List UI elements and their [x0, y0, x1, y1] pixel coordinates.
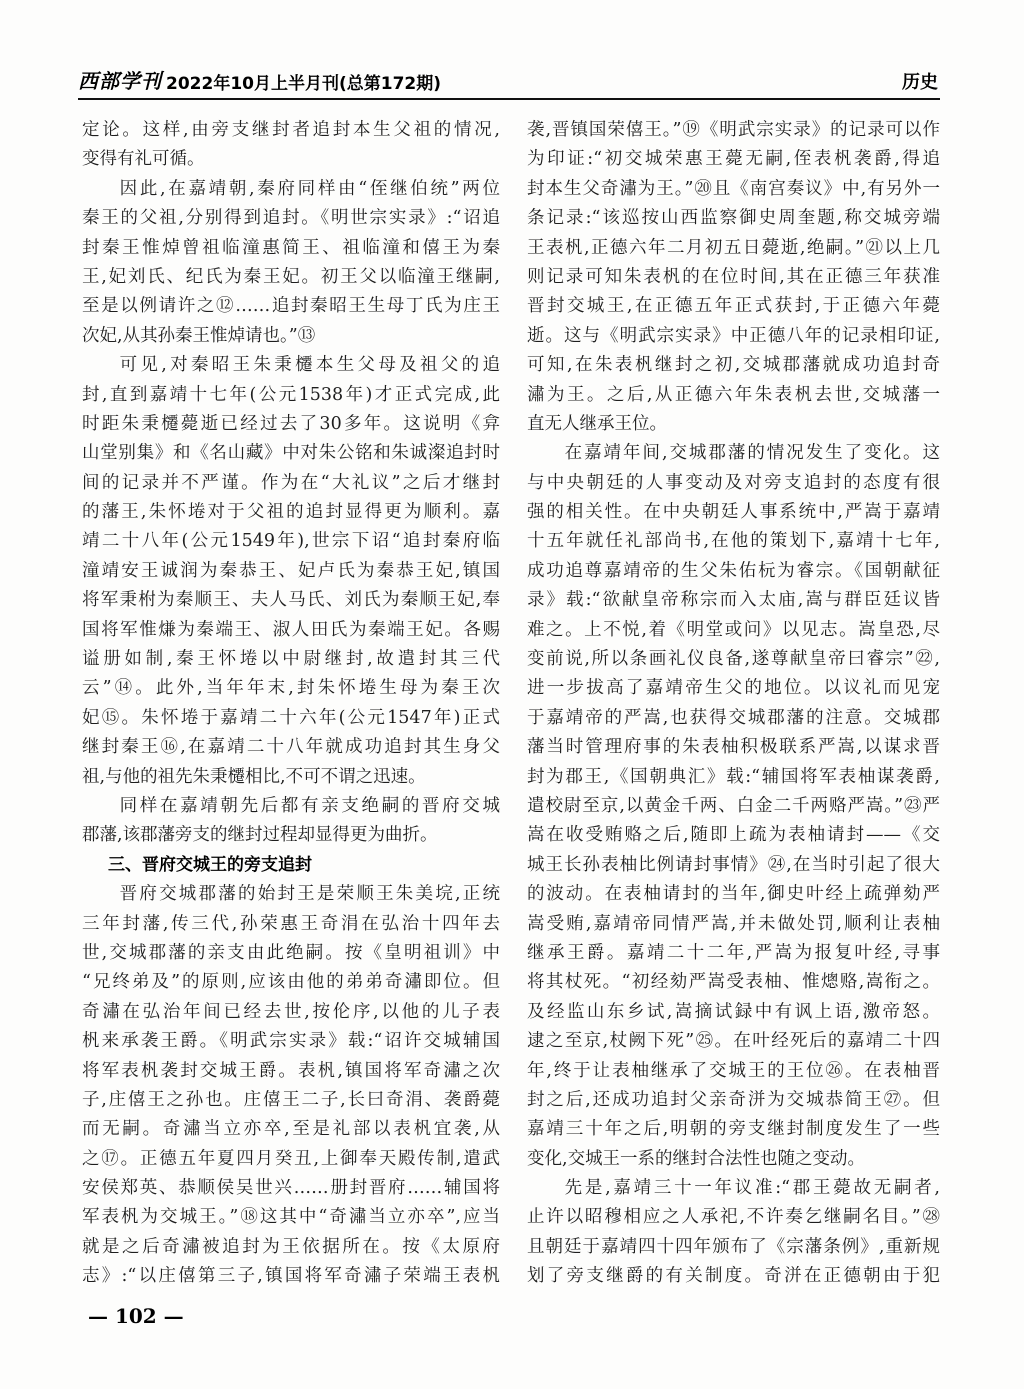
- right-text-column: [527, 116, 940, 1292]
- issue-info: 2022年10月上半月刊(总第172期): [166, 74, 441, 94]
- text-line: 遣校尉至京,以黄金千两、白金二千两赂严嵩。”㉓严: [527, 795, 940, 816]
- text-line: 郡藩,该郡藩旁支的继封过程却显得更为曲折。: [82, 825, 438, 846]
- paragraph: [82, 351, 500, 792]
- text-line: “兄终弟及”的原则,应该由他的弟弟奇潚即位。但: [82, 972, 500, 993]
- running-header: [78, 66, 940, 100]
- text-line: 国将军惟熑为秦端王、淑人田氏为秦端王妃。各赐: [82, 619, 500, 640]
- paragraph: [82, 792, 500, 851]
- text-line: 年,终于让表柚继承了交城王的王位㉖。在表柚晋: [527, 1060, 940, 1081]
- text-line: 继承王爵。嘉靖二十二年,严嵩为报复叶经,寻事: [527, 942, 940, 963]
- text-line: 为印证:“初交城荣惠王薨无嗣,侄表杋袭爵,得追: [527, 149, 940, 170]
- paragraph: [527, 116, 940, 439]
- text-line: 晋封交城王,在正德五年正式获封,于正德六年薨: [527, 296, 940, 317]
- paragraph: [527, 439, 940, 1174]
- text-line: 祖,与他的祖先朱秉櫏相比,不可不谓之迅速。: [82, 766, 426, 787]
- text-line: 的藩王,朱怀埢对于父祖的追封显得更为顺利。嘉: [82, 502, 500, 523]
- text-line: 同样在嘉靖朝先后都有亲支绝嗣的晋府交城: [119, 795, 500, 816]
- text-line: 藩当时管理府事的朱表柚积极联系严嵩,以谋求晋: [527, 737, 940, 758]
- text-line: 定论。这样,由旁支继封者追封本生父祖的情况,: [82, 120, 500, 140]
- text-line: 城王长孙表柚比例请封事情》㉔,在当时引起了很大: [527, 854, 940, 875]
- text-line: 且朝廷于嘉靖四十四年颁布了《宗藩条例》,重新规: [527, 1236, 940, 1257]
- text-line: 至是以例请许之⑫……追封秦昭王生母丁氏为庄王: [82, 296, 500, 317]
- section-name: 历史: [902, 72, 938, 93]
- paragraph: [82, 880, 500, 1291]
- text-line: 封,直到嘉靖十七年(公元1538年)才正式完成,此: [82, 384, 500, 405]
- text-line: 王表杋,正德六年二月初五日薨逝,绝嗣。”㉑以上几: [527, 237, 940, 258]
- section-heading: 三、晋府交城王的旁支追封: [108, 854, 312, 875]
- text-line: 将其杖死。“初经劾严嵩受表柚、惟熜赂,嵩衔之。: [527, 972, 940, 993]
- text-line: 与中央朝廷的人事变动及对旁支追封的态度有很: [527, 472, 940, 493]
- text-line: 条记录:“该巡按山西监察御史周奎题,称交城旁端: [527, 208, 940, 229]
- text-line: 子,庄僖王之孙也。庄僖王二子,长曰奇涓、袭爵薨: [82, 1089, 500, 1110]
- text-line: 潼靖安王诚润为秦恭王、妃卢氏为秦恭王妃,镇国: [82, 560, 500, 581]
- text-line: 逮之至京,杖阙下死”㉕。在叶经死后的嘉靖二十四: [527, 1031, 940, 1052]
- text-line: 封之后,还成功追封父亲奇洴为交城恭简王㉗。但: [527, 1089, 940, 1110]
- text-line: 潚为王。之后,从正德六年朱表杋去世,交城藩一: [527, 384, 940, 405]
- text-line: 就是之后奇潚被追封为王依据所在。按《太原府: [82, 1236, 500, 1257]
- text-line: 间的记录并不严谨。作为在“大礼议”之后才继封: [82, 472, 500, 493]
- text-line: 成功追尊嘉靖帝的生父朱佑杬为睿宗。《国朝献征: [527, 560, 940, 581]
- text-line: 靖二十八年(公元1549年),世宗下诏“追封秦府临: [82, 531, 500, 552]
- text-line: 及经监山东乡试,嵩摘试録中有讽上语,激帝怒。: [527, 1001, 940, 1022]
- left-text-column: [82, 116, 500, 1292]
- text-line: 次妃,从其孙秦王惟焯请也。”⑬: [82, 325, 316, 346]
- text-line: 奇潚在弘治年间已经去世,按伦序,以他的儿子表: [82, 1001, 500, 1022]
- text-line: 安侯郑英、恭顺侯吴世兴……册封晋府……辅国将: [82, 1178, 500, 1199]
- paragraph: [82, 175, 500, 351]
- text-line: 在嘉靖年间,交城郡藩的情况发生了变化。这: [564, 443, 940, 464]
- text-line: 封本生父奇潚为王。”⑳且《南宫奏议》中,有另外一: [527, 178, 940, 199]
- text-line: 军表杋为交城王。”⑱这其中“奇潚当立亦卒”,应当: [82, 1207, 500, 1228]
- text-line: 袭,晋镇国荣僖王。”⑲《明武宗实录》的记录可以作: [527, 120, 940, 140]
- text-line: 山堂别集》和《名山藏》中对朱公铭和朱诚澯追封时: [82, 443, 500, 464]
- paragraph: [527, 1174, 940, 1292]
- text-line: 的波动。在表柚请封的当年,御史叶经上疏弹劾严: [527, 884, 940, 905]
- text-line: 难之。上不悦,着《明堂或问》以见志。嵩皇恐,尽: [527, 619, 940, 640]
- text-line: 变化,交城王一系的继封合法性也随之变动。: [527, 1148, 866, 1169]
- text-line: 则记录可知朱表杋的在位时间,其在正德三年获准: [527, 266, 940, 287]
- text-line: 时距朱秉櫏薨逝已经过去了30多年。这说明《弇: [82, 413, 500, 434]
- text-line: 三年封藩,传三代,孙荣惠王奇涓在弘治十四年去: [82, 913, 500, 934]
- text-line: 谥册如制,秦王怀埢以中尉继封,故遣封其三代: [82, 649, 500, 670]
- text-line: 进一步拔高了嘉靖帝生父的地位。以议礼而见宠: [527, 678, 940, 699]
- header-left: [78, 65, 441, 98]
- text-line: 直无人继承王位。: [527, 413, 667, 434]
- text-line: 强的相关性。在中央朝廷人事系统中,严嵩于嘉靖: [527, 502, 940, 523]
- text-line: 秦王的父祖,分别得到追封。《明世宗实录》:“诏追: [82, 208, 500, 229]
- text-line: 封为郡王,《国朝典汇》载:“辅国将军表柚谋袭爵,: [527, 766, 940, 787]
- text-line: 志》:“以庄僖第三子,镇国将军奇潚子荣端王表杋: [82, 1266, 500, 1287]
- text-line: 十五年就任礼部尚书,在他的策划下,嘉靖十七年,: [527, 531, 940, 552]
- text-line: 嵩在收受贿赂之后,随即上疏为表柚请封——《交: [527, 825, 940, 846]
- text-line: 变得有礼可循。: [82, 149, 205, 170]
- text-line: 晋府交城郡藩的始封王是荣顺王朱美垸,正统: [119, 884, 500, 905]
- text-line: 妃⑮。朱怀埢于嘉靖二十六年(公元1547年)正式: [82, 707, 500, 728]
- text-line: 因此,在嘉靖朝,秦府同样由“侄继伯统”两位: [119, 178, 500, 199]
- text-line: 云”⑭。此外,当年年末,封朱怀埢生母为秦王次: [82, 678, 500, 699]
- text-line: 将军表杋袭封交城王爵。表杋,镇国将军奇潚之次: [82, 1060, 500, 1081]
- text-line: 王,妃刘氏、纪氏为秦王妃。初王父以临潼王继嗣,: [82, 266, 500, 287]
- text-line: 逝。这与《明武宗实录》中正德八年的记录相印证,: [527, 325, 940, 346]
- paragraph: [82, 116, 500, 175]
- text-line: 封秦王惟焯曾祖临潼惠简王、祖临潼和僖王为秦: [82, 237, 500, 258]
- text-line: 嵩受贿,嘉靖帝同情严嵩,并未做处罚,顺利让表柚: [527, 913, 940, 934]
- text-line: 可见,对秦昭王朱秉櫏本生父母及祖父的追: [119, 355, 500, 376]
- text-line: 录》载:“欲献皇帝称宗而入太庙,嵩与群臣廷议皆: [527, 590, 940, 611]
- journal-logo: 西部学刊: [78, 69, 162, 93]
- text-line: 将军秉柎为秦顺王、夫人马氏、刘氏为秦顺王妃,奉: [82, 590, 500, 611]
- text-line: 杋来承袭王爵。《明武宗实录》载:“诏许交城辅国: [82, 1031, 500, 1052]
- text-line: 而无嗣。奇潚当立亦卒,至是礼部以表杋宜袭,从: [82, 1119, 500, 1140]
- text-line: 世,交城郡藩的亲支由此绝嗣。按《皇明祖训》中: [82, 942, 500, 963]
- text-line: 嘉靖三十年之后,明朝的旁支继封制度发生了一些: [527, 1119, 940, 1140]
- text-line: 于嘉靖帝的严嵩,也获得交城郡藩的注意。交城郡: [527, 707, 940, 728]
- text-line: 变前说,所以条画礼仪良备,遂尊献皇帝曰睿宗”㉒,: [527, 649, 940, 670]
- text-line: 之⑰。正德五年夏四月癸丑,上御奉天殿传制,遣武: [82, 1148, 500, 1169]
- page-number: — 102 —: [88, 1304, 184, 1328]
- text-line: 可知,在朱表杋继封之初,交城郡藩就成功追封奇: [527, 355, 940, 376]
- text-line: 划了旁支继爵的有关制度。奇洴在正德朝由于犯: [527, 1266, 940, 1287]
- text-line: 止许以昭穆相应之人承祀,不许奏乞继嗣名目。”㉘: [527, 1207, 940, 1228]
- text-line: 先是,嘉靖三十一年议准:“郡王薨故无嗣者,: [564, 1178, 940, 1199]
- text-line: 继封秦王⑯,在嘉靖二十八年就成功追封其生身父: [82, 737, 500, 758]
